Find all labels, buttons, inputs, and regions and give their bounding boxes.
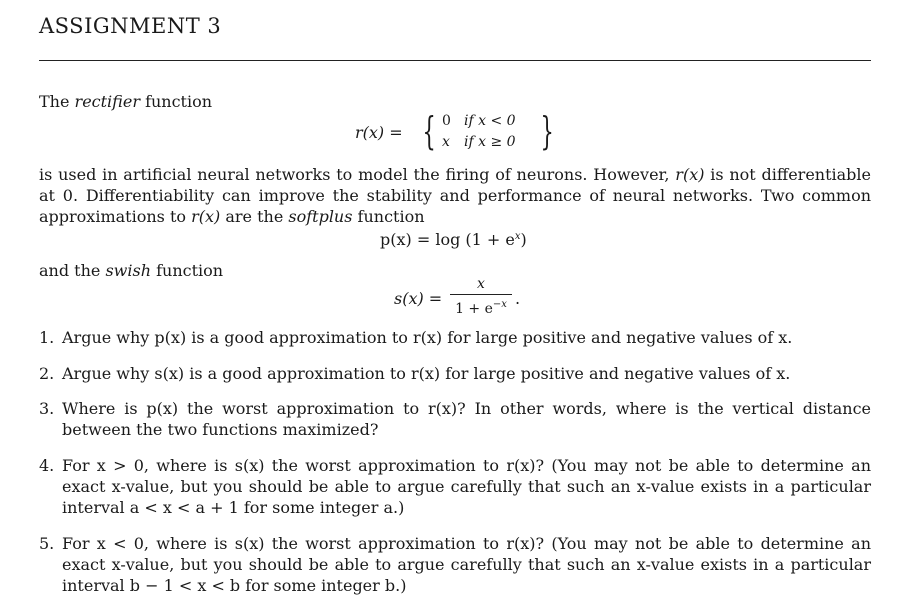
question-text: Argue why s(x) is a good approximation to r(x) for large positive and negative values of x. [62, 364, 791, 383]
question-number: 5. [39, 534, 55, 553]
right-brace: } [540, 109, 554, 153]
intro-tail: function [145, 92, 213, 111]
case2-condition: if x ≥ 0 [464, 134, 516, 150]
para-r-of-x-2: r(x) [191, 207, 221, 226]
softplus-body: p(x) = log (1 + e [380, 230, 515, 249]
para-text-a: is used in artificial neural networks to model the firing of neurons. However, [39, 165, 676, 184]
question-text: For x < 0, where is s(x) the worst approximation to r(x)? (You may not be able to determine an exact x-value, but you should be able to argue carefully that such an x-value exists in a particular interval b − 1 < x < b for some integer b.) [62, 534, 871, 595]
question-text: Where is p(x) the worst approximation to r(x)? In other words, where is the vertical distance between the two functions maximized? [62, 399, 871, 439]
swish-denominator [450, 297, 512, 317]
intro-lead: The [39, 92, 70, 111]
question-item [39, 533, 871, 596]
question-text: Argue why p(x) is a good approximation to r(x) for large positive and negative values of x. [62, 328, 793, 347]
case2-value: x [442, 134, 450, 150]
question-number: 1. [39, 328, 55, 347]
term-swish: swish [105, 261, 152, 280]
swish-lhs: s(x) = [394, 289, 443, 308]
question-text: For x > 0, where is s(x) the worst approximation to r(x)? (You may not be able to determine an exact x-value, but you should be able to argue carefully that such an x-value exists in a particular interval a < x < a + 1 for some integer a.) [62, 456, 871, 517]
softplus-exponent: x [514, 231, 521, 242]
case1-condition: if x < 0 [464, 113, 516, 129]
softplus-equation [380, 230, 527, 249]
swish-fraction [450, 276, 512, 317]
intro-line [39, 91, 212, 112]
term-softplus: softplus [288, 207, 353, 226]
case-row-2 [442, 134, 516, 150]
case1-value: 0 [442, 113, 451, 129]
question-number: 4. [39, 456, 55, 475]
rectifier-lhs: r(x) = [355, 123, 403, 142]
swish-period: . [515, 289, 521, 308]
question-item [39, 363, 871, 384]
para-r-of-x: r(x) [675, 165, 705, 184]
swish-den-exponent: −x [492, 299, 507, 310]
question-item [39, 398, 871, 440]
para-text-c: are the [220, 207, 289, 226]
swish-numerator: x [477, 276, 485, 292]
question-item [39, 327, 871, 348]
term-rectifier: rectifier [74, 92, 140, 111]
title-divider [39, 60, 871, 61]
para-text-d: function [352, 207, 425, 226]
swish-lead: and the [39, 261, 101, 280]
left-brace: { [422, 109, 436, 153]
case-row-1 [442, 113, 516, 129]
page-title: ASSIGNMENT 3 [39, 14, 222, 38]
paragraph-approximations [39, 164, 871, 227]
question-number: 2. [39, 364, 55, 383]
question-number: 3. [39, 399, 55, 418]
swish-tail: function [156, 261, 224, 280]
softplus-close: ) [520, 230, 527, 249]
swish-den-base: 1 + e [455, 301, 493, 317]
question-item [39, 455, 871, 518]
para-text-b: is not differentiable at 0. Differentiability can improve the stability and performance of neural networks. Two common approximations to [39, 165, 872, 226]
fraction-bar [450, 294, 512, 295]
swish-intro-line [39, 260, 223, 281]
